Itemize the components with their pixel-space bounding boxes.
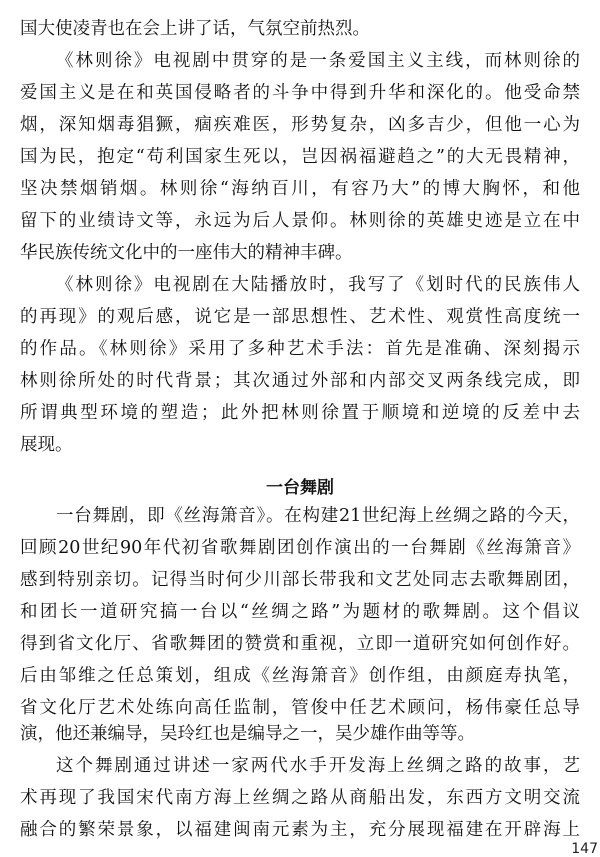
text-line: 坚决禁烟销烟。林则徐“海纳百川，有容乃大”的博大胸怀，和他 [20, 179, 580, 199]
text-line: 展现。 [20, 435, 73, 455]
text-line: 回顾20世纪90年代初省歌舞剧团创作演出的一台舞剧《丝海箫音》 [20, 538, 580, 558]
text-line: 烟，深知烟毒猖獗，痼疾难医，形势复杂，凶多吉少，但他一心为 [20, 115, 580, 135]
text-line: 留下的业绩诗文等，永远为后人景仰。林则徐的英雄史迹是立在中 [20, 211, 580, 231]
text-line: 和团长一道研究搞一台以“丝绸之路”为题材的歌舞剧。这个倡议 [20, 602, 580, 622]
text-line: 爱国主义是在和英国侵略者的斗争中得到升华和深化的。他受命禁 [20, 83, 580, 103]
text-line: 林则徐所处的时代背景；其次通过外部和内部交叉两条线完成，即 [20, 371, 580, 391]
text-line: 省文化厅艺术处练向高任监制，管俊中任艺术顾问，杨伟豪任总导 [20, 698, 580, 718]
text-line: 所谓典型环境的塑造；此外把林则徐置于顺境和逆境的反差中去 [20, 403, 580, 423]
text-line: 的作品。《林则徐》采用了多种艺术手法：首先是准确、深刻揭示 [20, 339, 580, 359]
text-line: 融合的繁荣景象，以福建闽南元素为主，充分展现福建在开辟海上 [20, 820, 580, 840]
text-line: 后由邹维之任总策划，组成《丝海箫音》创作组，由颜庭寿执笔， [20, 666, 580, 686]
text-line: 《林则徐》电视剧在大陆播放时，我写了《划时代的民族伟人 [56, 275, 580, 295]
text-line: 感到特别亲切。记得当时何少川部长带我和文艺处同志去歌舞剧团， [20, 570, 580, 590]
section-heading: 一台舞剧 [266, 478, 334, 498]
text-line: 演，他还兼编导，吴玲红也是编导之一，吴少雄作曲等等。 [20, 724, 475, 744]
text-line: 得到省文化厅、省歌舞团的赞赏和重视，立即一道研究如何创作好。 [20, 634, 580, 654]
text-line: 国为民，抱定“苟利国家生死以，岂因祸福避趋之”的大无畏精神， [20, 147, 580, 167]
text-line: 的再现》的观后感，说它是一部思想性、艺术性、观赏性高度统一 [20, 307, 580, 327]
text-line: 一台舞剧，即《丝海箫音》。在构建21世纪海上丝绸之路的今天， [56, 506, 580, 526]
page-number: 147 [571, 841, 598, 857]
text-line: 国大使凌青也在会上讲了话，气氛空前热烈。 [20, 19, 370, 39]
text-line: 华民族传统文化中的一座伟大的精神丰碑。 [20, 243, 353, 263]
text-line: 这个舞剧通过讲述一家两代水手开发海上丝绸之路的故事，艺 [56, 756, 580, 776]
text-line: 术再现了我国宋代南方海上丝绸之路从商船出发，东西方文明交流 [20, 788, 580, 808]
text-line: 《林则徐》电视剧中贯穿的是一条爱国主义主线，而林则徐的 [56, 51, 580, 71]
